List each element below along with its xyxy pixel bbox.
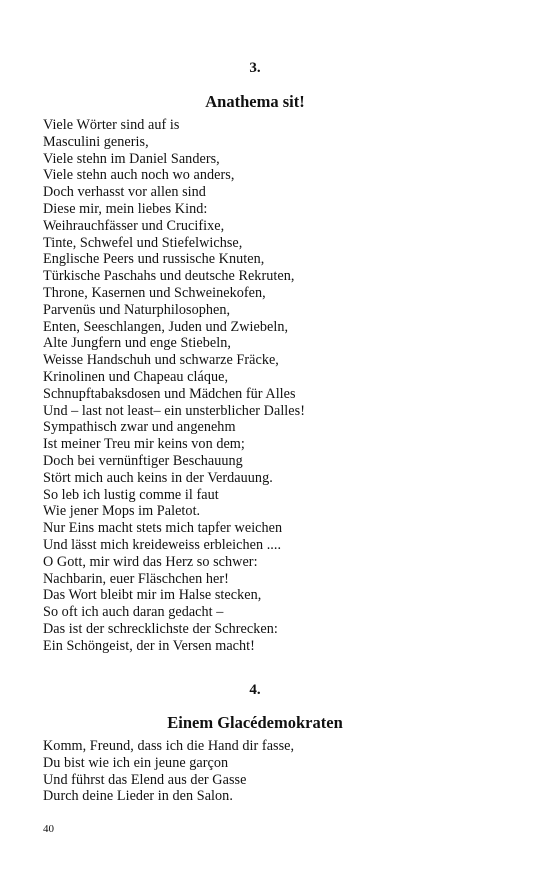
poem-line: Krinolinen und Chapeau cláque, [43,368,229,385]
poem-line: So leb ich lustig comme il faut [43,486,219,503]
poem-line: Masculini generis, [43,133,149,150]
poem-line: Und führst das Elend aus der Gasse [43,771,247,788]
poem-line: Doch verhasst vor allen sind [43,184,206,201]
poem-line: Durch deine Lieder in den Salon. [43,788,233,805]
poem-line: Enten, Seeschlangen, Juden und Zwiebeln, [43,318,289,335]
section-4-number: 4. [249,682,261,698]
poem-line: Tinte, Schwefel und Stiefelwichse, [43,234,243,251]
poem-line: Du bist wie ich ein jeune garçon [43,754,229,771]
poem-line: Parvenüs und Naturphilosophen, [43,301,231,318]
poem-line: Das ist der schrecklichste der Schrecken: [43,620,278,637]
poem-line: Englische Peers und russische Knuten, [43,251,265,268]
poem-line: So oft ich auch daran gedacht – [43,604,224,621]
poem-line: Nur Eins macht stets mich tapfer weichen [43,520,283,537]
poem-line: Weisse Handschuh und schwarze Fräcke, [43,352,279,369]
poem-line: Und lässt mich kreideweiss erbleichen .... [43,536,282,553]
poem-line: Ist meiner Treu mir keins von dem; [43,436,245,453]
poem-line: Das Wort bleibt mir im Halse stecken, [43,587,262,604]
poem-line: Viele stehn im Daniel Sanders, [43,150,220,167]
poem-line: Türkische Paschahs und deutsche Rekruten, [43,268,295,285]
poem-line: Sympathisch zwar und angenehm [43,419,236,436]
poem-line: Weihrauchfässer und Crucifixe, [43,217,225,234]
poem-line: Stört mich auch keins in der Verdauung. [43,469,273,486]
section-3-poem [43,117,503,655]
section-4-title: Einem Glacédemokraten [167,713,343,732]
poem-line: Schnupftabaksdosen und Mädchen für Alles [43,385,296,402]
section-3-title: Anathema sit! [205,92,305,111]
section-4-poem [43,738,503,805]
poem-line: Komm, Freund, dass ich die Hand dir fasse, [43,738,295,754]
poem-line: Viele Wörter sind auf is [43,117,180,133]
poem-line: Und – last not least– ein unsterblicher Dalles! [43,402,305,419]
poem-line: Alte Jungfern und enge Stiebeln, [43,335,231,352]
poem-line: Wie jener Mops im Paletot. [43,503,201,520]
page-number: 40 [43,823,54,835]
poem-line: Throne, Kasernen und Schweinekofen, [43,284,266,301]
poem-line: Ein Schöngeist, der in Versen macht! [43,637,255,654]
poem-line: Nachbarin, euer Fläschchen her! [43,570,229,587]
section-3-number: 3. [249,60,261,76]
poem-line: Doch bei vernünftiger Beschauung [43,452,243,469]
poem-line: O Gott, mir wird das Herz so schwer: [43,553,258,570]
poem-line: Diese mir, mein liebes Kind: [43,200,208,217]
poem-line: Viele stehn auch noch wo anders, [43,167,235,184]
